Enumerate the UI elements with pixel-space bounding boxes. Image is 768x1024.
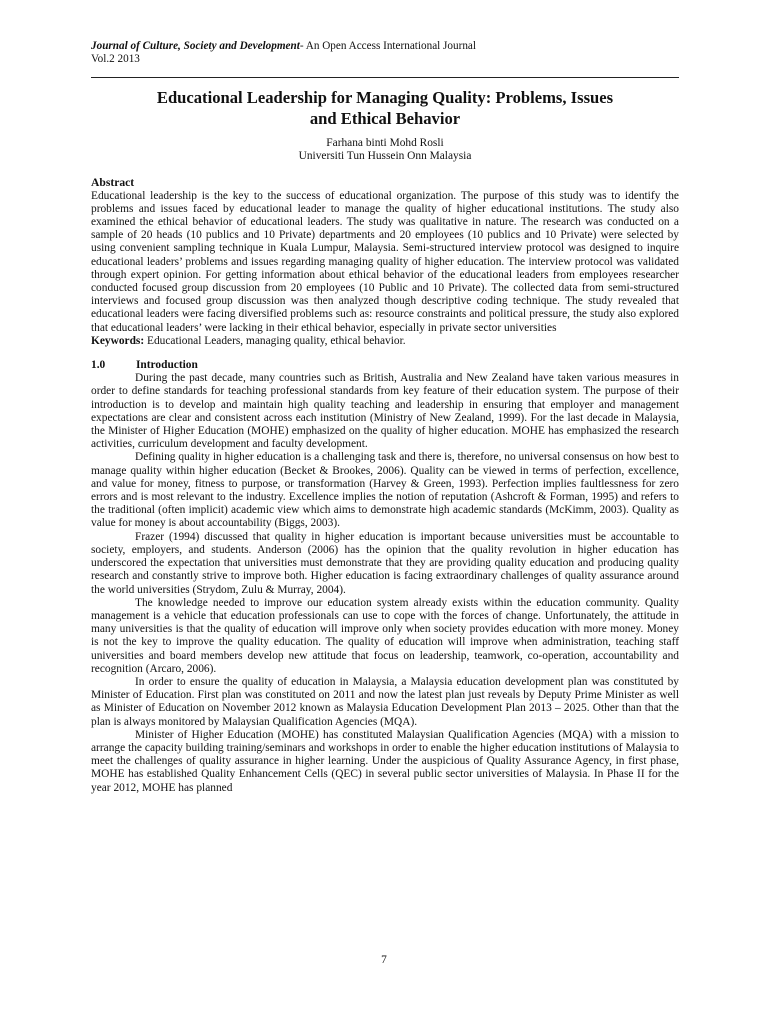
author-affiliation: Universiti Tun Hussein Onn Malaysia — [298, 150, 472, 163]
journal-name: Journal of Culture, Society and Development — [91, 40, 300, 52]
section-title: Introduction — [136, 359, 198, 372]
intro-paragraph: During the past decade, many countries such as British, Australia and New Zealand have taken various measures in order to define standards for teaching professional standards from key feature of their education system. The purpose of their introduction is to develop and maintain high quality teaching and leadership in ensuring that employer and management expectations are clear and consistent across each institution (Ministry of New Zealand, 1999). For the last decade in Malaysia, the Minister of Higher Education (MOHE) emphasized on the quality of higher education. MOHE has emphasized the research activities, curriculum development and faculty development. — [91, 372, 679, 451]
section-number: 1.0 — [91, 359, 106, 372]
intro-paragraph: The knowledge needed to improve our education system already exists within the education community. Quality management is a vehicle that education professionals can use to cope with the forces of change. Unfortunately, the attitude in many universities is that the quality of education will improve only when society provides education with more money. Money is not the key to improve the quality education. The quality of education will improve when administration, teaching staff universities and board members develop new attitude that focus on leadership, teamwork, co-operation, accountability and recognition (Arcaro, 2006). — [91, 596, 679, 675]
intro-paragraph: In order to ensure the quality of education in Malaysia, a Malaysia education development plan was constituted by Minister of Education. First plan was constituted on 2011 and now the latest plan just reveals by Deputy Prime Minister as well as Minister of Education on November 2012 known as Malaysia Education Development Plan 2013 – 2025. Other than that the plan is always monitored by Malaysian Qualification Agencies (MQA). — [91, 675, 679, 728]
article-title — [91, 87, 679, 129]
journal-header — [91, 40, 679, 66]
intro-paragraph: Defining quality in higher education is a challenging task and there is, therefore, no universal consensus on how best to manage quality within higher education (Becket & Brookes, 2006). Quality can be viewed in terms of perfection, excellence, and value for money, fitness to purpose, or transformation (Harvey & Green, 1993). Perfection implies faultlessness for zero errors and is most relevant to the industry. Excellence implies the notion of reputation (Ashcroft & Forman, 1995) and refers to the traditional (often implicit) academic view which aims to demonstrate high academic standards (McKimm, 2003). Quality as value for money is about accountability (Biggs, 2003). — [91, 451, 679, 530]
keywords-text: Educational Leaders, managing quality, ethical behavior. — [144, 334, 406, 347]
journal-line — [91, 40, 679, 53]
keywords-label: Keywords: — [91, 334, 145, 347]
journal-suffix: - An Open Access International Journal — [299, 40, 476, 52]
title-line-1: Educational Leadership for Managing Quality: Problems, Issues — [156, 88, 614, 107]
intro-paragraph: Frazer (1994) discussed that quality in higher education is important because universities must be accountable to society, employers, and students. Anderson (2006) has the opinion that the quality revolution in higher education has underscored the expectation that universities must demonstrate that they are providing quality education and producing quality research and constantly strive to improve both. Higher education is facing extraordinary challenges of quality assurance around the world universities (Strydom, Zulu & Murray, 2004). — [91, 530, 679, 596]
header-divider — [91, 77, 679, 78]
abstract-text: Educational leadership is the key to the success of educational organization. The purpose of this study was to identify the problems and issues faced by educational leader to manage the quality of higher educational institutions. The study also examined the ethical behavior of educational leaders. The study was qualitative in nature. The research was conducted on a sample of 20 heads (10 publics and 10 Private) departments and 20 employees (10 publics and 10 Private) were selected by using convenient sampling technique in Kuala Lumpur, Malaysia. Semi-structured interview protocol was designed to inquire educational leaders’ problems and issues regarding managing quality of higher education. The interview protocol was validated through expert opinion. For getting information about ethical behavior of the educational leaders from employees researcher conducted focused group discussion from 20 employees (10 Public and 10 Private). The collected data from semi-structured interviews and focused group discussion was then analyzed though descriptive coding technique. The study revealed that educational leaders were facing diversified problems such as: resource constraints and political pressure, the study also explored that educational leaders’ were lacking in their ethical behavior, especially in private sector universities — [91, 189, 679, 334]
title-line-2: and Ethical Behavior — [309, 109, 461, 128]
abstract-heading: Abstract — [91, 176, 135, 190]
keywords-line — [91, 335, 679, 348]
intro-paragraph: Minister of Higher Education (MOHE) has constituted Malaysian Qualification Agencies (MQA) with a mission to arrange the capacity building training/seminars and workshops in order to enable the higher education institutions of Malaysia to meet the challenges of quality assurance in higher learning. Under the auspicious of Quality Assurance Agency, in first phase, MOHE has established Quality Enhancement Cells (QEC) in several public sector universities of Malaysia. In Phase II for the year 2012, MOHE has planned — [91, 728, 679, 794]
journal-volume: Vol.2 2013 — [91, 53, 140, 65]
author-name: Farhana binti Mohd Rosli — [326, 137, 444, 149]
section-heading-introduction — [91, 359, 679, 372]
author-block — [91, 137, 679, 163]
article-page — [91, 40, 679, 795]
page-number: 7 — [381, 954, 387, 966]
